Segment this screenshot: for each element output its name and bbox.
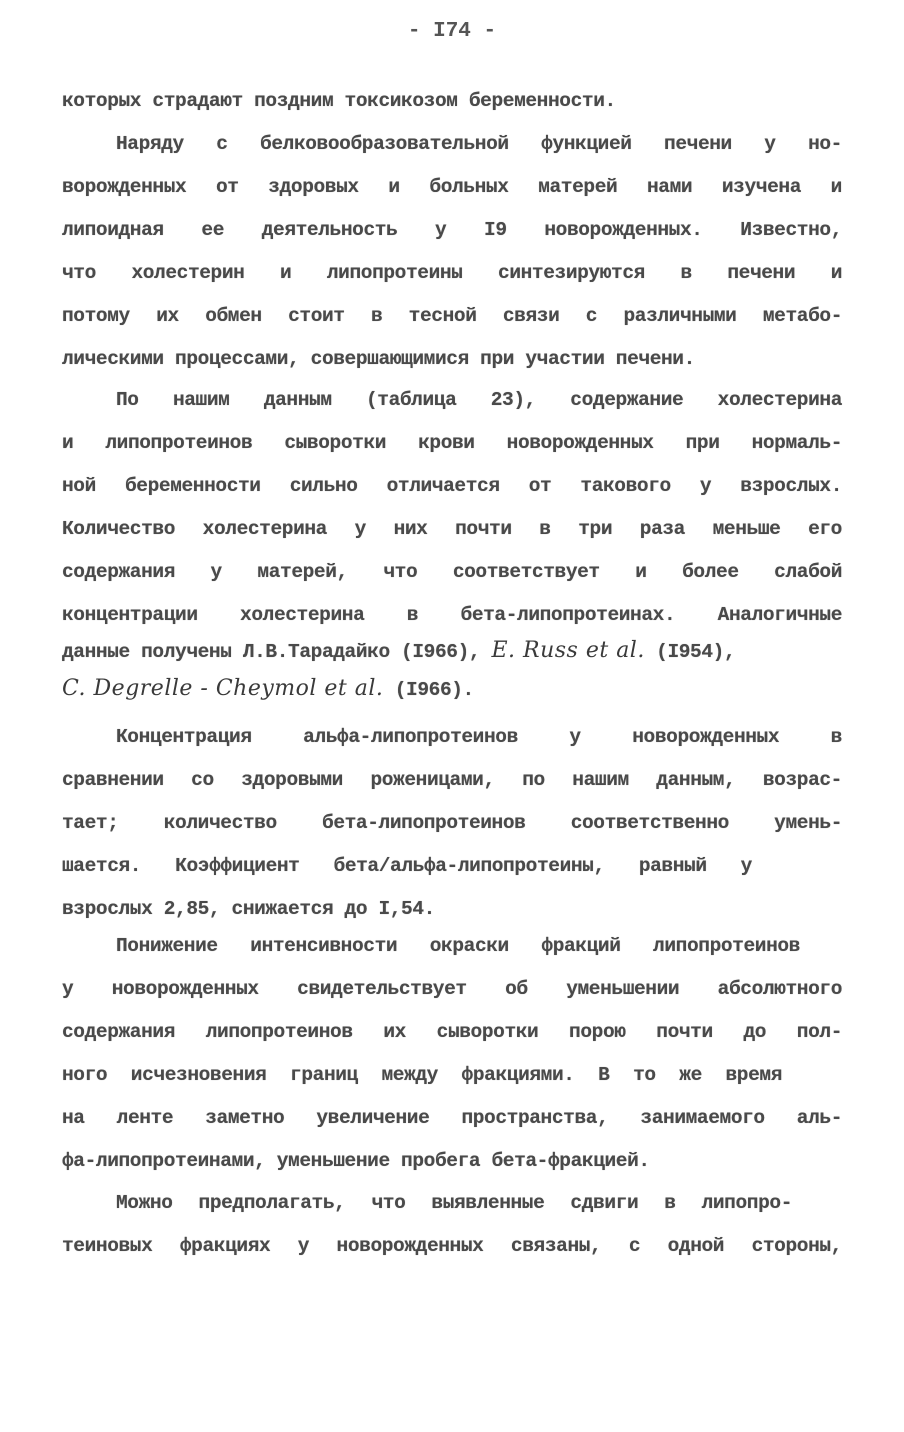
text-line: и липопротеинов сыворотки крови новорожденных при нормаль- [62,432,842,454]
text-line: содержания у матерей, что соответствует и более слабой [62,561,842,583]
text-line: ворожденных от здоровых и больных матерей нами изучена и [62,176,842,198]
text-line: ного исчезновения границ между фракциями. В то же время [62,1064,782,1086]
text-line: что холестерин и липопротеины синтезируются в печени и [62,262,842,284]
text-line: концентрации холестерина в бета-липопротеинах. Аналогичные [62,604,842,626]
text-line: липоидная ее деятельность у I9 новорожденных. Известно, [62,219,842,241]
reference-text: данные получены Л.В.Тарадайко (I966), [62,641,481,663]
text-line: Можно предполагать, что выявленные сдвиги в липопро- [116,1192,792,1214]
text-line: на ленте заметно увеличение пространства, занимаемого аль- [62,1107,842,1129]
text-line: Количество холестерина у них почти в три раза меньше его [62,518,842,540]
text-line: Наряду с белковообразовательной функцией печени у но- [116,133,842,155]
text-line: содержания липопротеинов их сыворотки порою почти до пол- [62,1021,842,1043]
reference-year: (I966). [394,679,474,701]
handwritten-citation: C. Degrelle - Cheymol et al. [62,676,384,701]
text-line: Концентрация альфа-липопротеинов у новорожденных в [116,726,842,748]
reference-line [62,676,842,701]
text-line: взрослых 2,85, снижается до I,54. [62,898,435,920]
text-line: теиновых фракциях у новорожденных связаны, с одной стороны, [62,1235,842,1257]
reference-year: (I954), [656,641,736,663]
text-line: шается. Коэффициент бета/альфа-липопротеины, равный у [62,855,752,877]
text-line: потому их обмен стоит в тесной связи с различными метабо- [62,305,842,327]
page-number: - I74 - [407,20,497,43]
text-line: фа-липопротеинами, уменьшение пробега бета-фракцией. [62,1150,650,1172]
text-line: ной беременности сильно отличается от такового у взрослых. [62,475,842,497]
text-line: сравнении со здоровыми роженицами, по нашим данным, возрас- [62,769,842,791]
text-line: которых страдают поздним токсикозом беременности. [62,90,616,112]
text-line: лическими процессами, совершающимися при участии печени. [62,348,695,370]
handwritten-citation: E. Russ et al. [491,638,645,663]
text-line: Понижение интенсивности окраски фракций липопротеинов [116,935,800,957]
reference-line [62,638,862,663]
text-line: По нашим данным (таблица 23), содержание холестерина [116,389,842,411]
text-line: у новорожденных свидетельствует об уменьшении абсолютного [62,978,842,1000]
text-line: тает; количество бета-липопротеинов соответственно умень- [62,812,842,834]
